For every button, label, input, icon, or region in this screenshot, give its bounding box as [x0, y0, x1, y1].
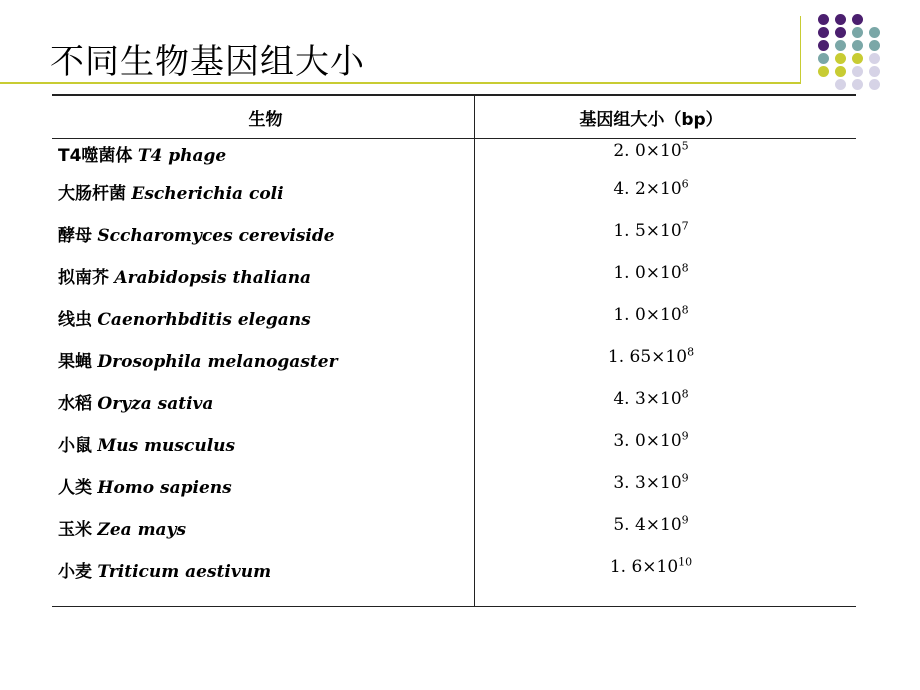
title-underline: [0, 82, 800, 84]
genome-size-mantissa: 1. 6×10: [609, 556, 679, 577]
genome-size-mantissa: 1. 65×10: [607, 346, 688, 367]
table-row: [52, 139, 856, 173]
genome-size-exponent: 8: [687, 344, 695, 358]
decorative-dot: [869, 53, 880, 64]
genome-size-exponent: 10: [678, 554, 693, 568]
genome-size-cell: [475, 383, 857, 425]
organism-scientific-name: Zea mays: [97, 519, 187, 540]
genome-size-mantissa: 4. 3×10: [613, 388, 682, 409]
decorative-dot: [852, 40, 863, 51]
genome-size-exponent: 9: [681, 470, 689, 484]
genome-size-exponent: 6: [681, 176, 689, 190]
table-row: [52, 341, 856, 383]
organism-chinese-name: 水稻: [58, 393, 92, 414]
decorative-dot: [818, 53, 829, 64]
organism-chinese-name: T4噬菌体: [58, 146, 133, 166]
genome-size-cell: [475, 299, 857, 341]
table-header-row: [52, 95, 856, 139]
table-row: [52, 299, 856, 341]
organism-chinese-name: 酵母: [58, 225, 92, 246]
genome-size-cell: [475, 341, 857, 383]
organism-chinese-name: 人类: [58, 477, 92, 498]
decorative-dot-grid: [818, 14, 918, 104]
decorative-dot: [835, 79, 846, 90]
genome-size-exponent: 9: [681, 428, 689, 442]
genome-size-exponent: 8: [681, 302, 689, 316]
slide-title: 不同生物基因组大小: [50, 42, 365, 82]
organism-chinese-name: 果蝇: [58, 351, 92, 372]
organism-cell: [52, 215, 475, 257]
organism-scientific-name: T4 phage: [137, 146, 227, 166]
organism-cell: [52, 467, 475, 509]
header-organism: 生物: [52, 95, 475, 139]
organism-scientific-name: Drosophila melanogaster: [97, 351, 338, 372]
decorative-dot: [852, 27, 863, 38]
genome-size-exponent: 9: [681, 512, 689, 526]
genome-size-mantissa: 5. 4×10: [613, 514, 682, 535]
organism-cell: [52, 341, 475, 383]
organism-chinese-name: 玉米: [58, 519, 92, 540]
genome-size-exponent: 7: [681, 218, 689, 232]
table-row: [52, 383, 856, 425]
decorative-dot: [869, 40, 880, 51]
genome-size-mantissa: 1. 5×10: [613, 220, 682, 241]
organism-chinese-name: 大肠杆菌: [58, 183, 126, 204]
organism-scientific-name: Arabidopsis thaliana: [114, 267, 312, 288]
genome-size-exponent: 5: [681, 139, 689, 153]
genome-size-exponent: 8: [681, 260, 689, 274]
decorative-dot: [835, 66, 846, 77]
decorative-dot: [835, 14, 846, 25]
table-row: [52, 425, 856, 467]
organism-scientific-name: Oryza sativa: [97, 393, 214, 414]
organism-scientific-name: Mus musculus: [97, 435, 236, 456]
genome-size-cell: [475, 139, 857, 173]
genome-size-mantissa: 4. 2×10: [613, 178, 682, 199]
genome-size-mantissa: 2. 0×10: [613, 141, 682, 161]
genome-size-cell: [475, 425, 857, 467]
decorative-dot: [835, 40, 846, 51]
genome-size-table: [52, 94, 856, 607]
genome-size-mantissa: 3. 3×10: [613, 472, 682, 493]
genome-size-cell: [475, 467, 857, 509]
decorative-dot: [818, 66, 829, 77]
organism-chinese-name: 线虫: [58, 309, 92, 330]
genome-size-mantissa: 3. 0×10: [613, 430, 682, 451]
organism-scientific-name: Homo sapiens: [97, 477, 232, 498]
genome-size-cell: [475, 509, 857, 551]
decorative-dot: [818, 27, 829, 38]
organism-chinese-name: 小麦: [58, 561, 92, 582]
title-vertical-rule: [800, 16, 801, 84]
decorative-dot: [852, 53, 863, 64]
table-row: [52, 173, 856, 215]
genome-size-cell: [475, 173, 857, 215]
organism-scientific-name: Caenorhbditis elegans: [97, 309, 311, 330]
genome-size-cell: [475, 257, 857, 299]
decorative-dot: [852, 66, 863, 77]
decorative-dot: [835, 53, 846, 64]
organism-cell: [52, 509, 475, 551]
organism-cell: [52, 425, 475, 467]
organism-scientific-name: Sccharomyces cereviside: [97, 225, 335, 246]
genome-size-mantissa: 1. 0×10: [613, 304, 682, 325]
decorative-dot: [869, 66, 880, 77]
decorative-dot: [835, 27, 846, 38]
organism-chinese-name: 拟南芥: [58, 267, 109, 288]
organism-cell: [52, 551, 475, 607]
genome-size-exponent: 8: [681, 386, 689, 400]
decorative-dot: [869, 79, 880, 90]
decorative-dot: [852, 14, 863, 25]
organism-cell: [52, 173, 475, 215]
organism-cell: [52, 139, 475, 173]
organism-scientific-name: Escherichia coli: [131, 183, 284, 204]
decorative-dot: [818, 14, 829, 25]
table-row: [52, 467, 856, 509]
organism-scientific-name: Triticum aestivum: [97, 561, 272, 582]
genome-size-cell: [475, 551, 857, 607]
table-row: [52, 215, 856, 257]
table-row: [52, 509, 856, 551]
organism-cell: [52, 299, 475, 341]
table-row: [52, 257, 856, 299]
decorative-dot: [869, 27, 880, 38]
table-row: [52, 551, 856, 607]
decorative-dot: [852, 79, 863, 90]
decorative-dot: [818, 40, 829, 51]
organism-cell: [52, 383, 475, 425]
genome-size-mantissa: 1. 0×10: [613, 262, 682, 283]
organism-chinese-name: 小鼠: [58, 435, 92, 456]
header-genome-size: 基因组大小（bp）: [475, 95, 857, 139]
organism-cell: [52, 257, 475, 299]
genome-size-cell: [475, 215, 857, 257]
